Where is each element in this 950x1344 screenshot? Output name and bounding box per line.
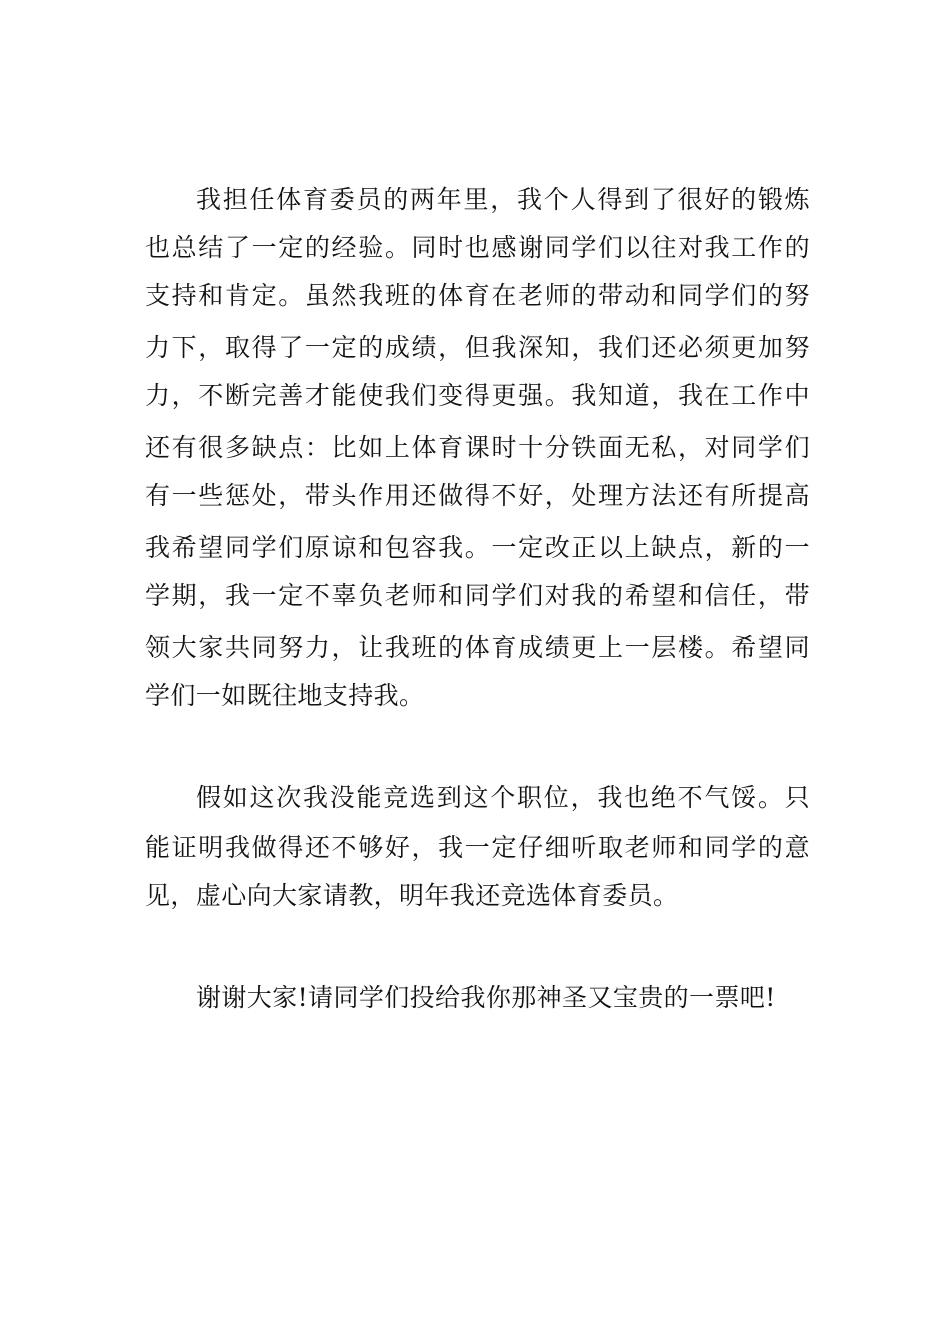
- paragraph-line: 学期，我一定不辜负老师和同学们对我的希望和信任，带: [145, 581, 810, 610]
- paragraph-line: 也总结了一定的经验。同时也感谢同学们以往对我工作的: [145, 233, 810, 262]
- paragraph-line: 还有很多缺点：比如上体育课时十分铁面无私，对同学们: [145, 433, 810, 462]
- paragraph-line: 我担任体育委员的两年里，我个人得到了很好的锻炼: [196, 185, 810, 214]
- paragraph-line: 我希望同学们原谅和包容我。一定改正以上缺点，新的一: [145, 533, 810, 562]
- paragraph-line: 领大家共同努力，让我班的体育成绩更上一层楼。希望同: [145, 633, 810, 662]
- paragraph-line: 支持和肯定。虽然我班的体育在老师的带动和同学们的努: [145, 281, 810, 310]
- paragraph-line: 力，不断完善才能使我们变得更强。我知道，我在工作中: [145, 381, 810, 410]
- closing-line: 谢谢大家!请同学们投给我你那神圣又宝贵的一票吧!: [196, 983, 776, 1012]
- paragraph-line: 力下，取得了一定的成绩，但我深知，我们还必须更加努: [145, 333, 810, 362]
- paragraph-line: 能证明我做得还不够好，我一定仔细听取老师和同学的意: [145, 833, 810, 862]
- paragraph-line: 见，虚心向大家请教，明年我还竞选体育委员。: [145, 881, 679, 910]
- paragraph-line: 假如这次我没能竞选到这个职位，我也绝不气馁。只: [196, 783, 810, 812]
- paragraph-line: 有一些惩处，带头作用还做得不好，处理方法还有所提高: [145, 481, 810, 510]
- paragraph-line: 学们一如既往地支持我。: [145, 681, 425, 710]
